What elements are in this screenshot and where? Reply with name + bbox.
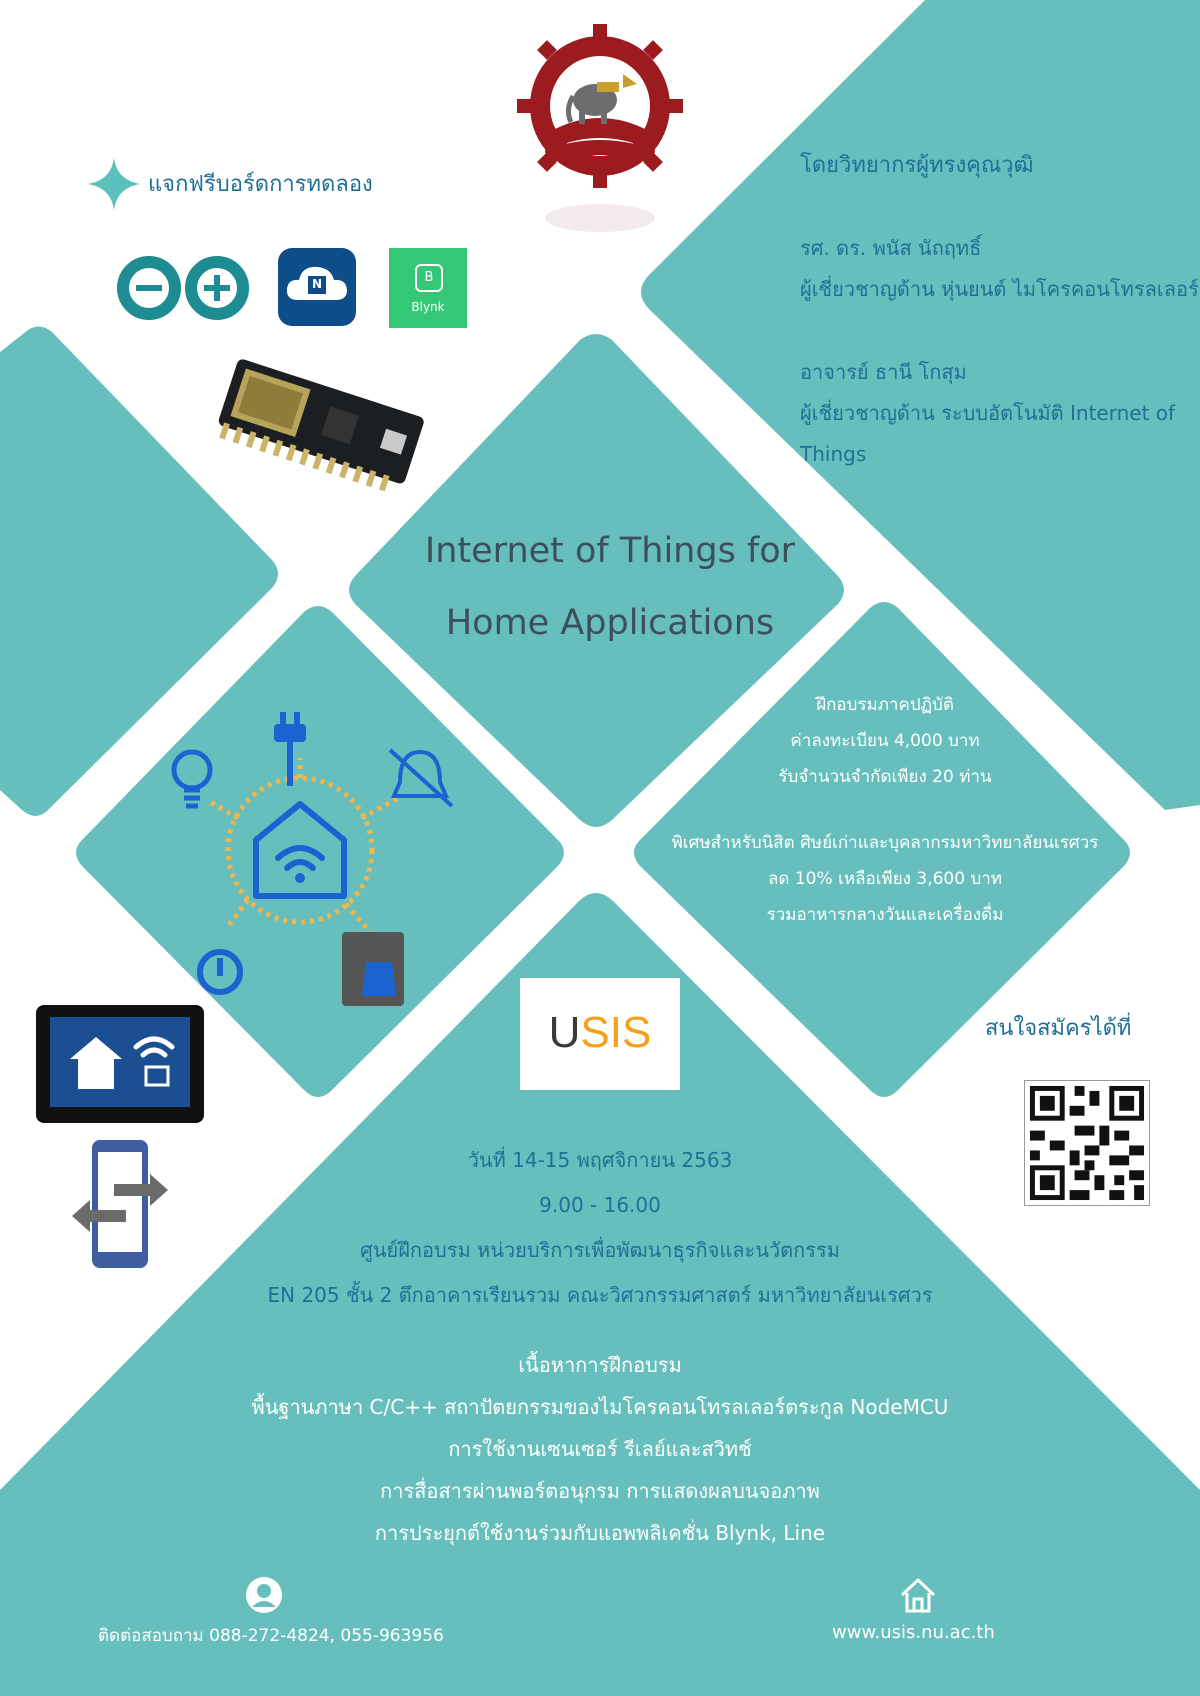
- nodemcu-board-image: [205, 352, 435, 492]
- sparkle-icon: [86, 156, 142, 212]
- nodemcu-app-icon: [278, 248, 356, 326]
- faculty-logo: [515, 18, 685, 248]
- speaker-2-role-line1: ผู้เชี่ยวชาญด้าน ระบบอัตโนมัติ Internet of: [800, 401, 1176, 425]
- arduino-logo-icon: [113, 248, 253, 328]
- event-venue-2: EN 205 ชั้น 2 ตึกอาคารเรียนรวม คณะวิศวกรรมศาสตร์ มหาวิทยาลัยนเรศวร: [267, 1283, 933, 1307]
- lightbulb-icon: [174, 752, 210, 806]
- content-heading: เนื้อหาการฝึกอบรม: [518, 1353, 682, 1377]
- event-title-line1: Internet of Things for: [424, 531, 796, 571]
- training-practical: ฝึกอบรมภาคปฏิบัติ: [816, 695, 954, 715]
- training-discount: ลด 10% เหลือเพียง 3,600 บาท: [768, 869, 1002, 889]
- blynk-letter-box: [415, 264, 443, 292]
- website-link[interactable]: www.usis.nu.ac.th: [832, 1622, 995, 1643]
- home-icon: [50, 1017, 190, 1107]
- event-title-line2: Home Applications: [445, 603, 775, 643]
- contact-person-icon: [244, 1575, 284, 1615]
- coffee-machine-icon: [342, 932, 404, 1006]
- training-lunch: รวมอาหารกลางวันและเครื่องดื่ม: [766, 905, 1004, 925]
- usis-power-letter: U: [548, 1008, 581, 1057]
- lock-icon: [200, 952, 240, 992]
- qr-code-graphic: [1025, 1081, 1149, 1205]
- usis-logo-text: [520, 1008, 680, 1058]
- event-title: [360, 515, 860, 659]
- speaker-2-name: อาจารย์ ธานี โกสุม: [800, 360, 967, 384]
- event-venue-1: ศูนย์ฝึกอบรม หน่วยบริการเพื่อพัฒนาธุรกิจและนวัตกรรม: [360, 1238, 840, 1262]
- speakers-section: [800, 145, 1199, 475]
- tablet-icon: [36, 1005, 204, 1123]
- training-info: [650, 687, 1120, 933]
- content-item: พื้นฐานภาษา C/C++ สถาปัตยกรรมของไมโครคอนโทรลเลอร์ตระกูล NodeMCU: [251, 1395, 949, 1419]
- usis-logo: [520, 978, 680, 1090]
- course-content: [160, 1344, 1040, 1554]
- content-item: การสื่อสารผ่านพอร์ตอนุกรม การแสดงผลบนจอภาพ: [380, 1479, 820, 1503]
- blynk-app-icon: [389, 248, 467, 328]
- content-item: การประยุกต์ใช้งานร่วมกับแอพพลิเคชั่น Blynk, Line: [374, 1521, 826, 1545]
- blynk-letter: B: [424, 270, 434, 285]
- free-board-label: แจกฟรีบอร์ดการทดลอง: [148, 172, 373, 197]
- event-date: วันที่ 14-15 พฤศจิกายน 2563: [467, 1148, 733, 1172]
- speakers-heading: โดยวิทยากรผู้ทรงคุณวุฒิ: [800, 153, 1034, 178]
- training-special: พิเศษสำหรับนิสิต ศิษย์เก่าและบุคลากรมหาวิทยาลัยนเรศวร: [671, 833, 1099, 853]
- speaker-2-role-line2: Things: [800, 442, 867, 466]
- training-limit: รับจำนวนจำกัดเพียง 20 ท่าน: [778, 767, 992, 787]
- training-fee: ค่าลงทะเบียน 4,000 บาท: [790, 731, 980, 751]
- contact-phone[interactable]: ติดต่อสอบถาม 088-272-4824, 055-963956: [98, 1626, 444, 1646]
- event-time: 9.00 - 16.00: [539, 1193, 661, 1217]
- event-details: [160, 1138, 1040, 1318]
- nodemcu-letter: N: [311, 277, 323, 291]
- speaker-1-role: ผู้เชี่ยวชาญด้าน หุ่นยนต์ ไมโครคอนโทรลเลอร์: [800, 277, 1199, 301]
- smart-home-illustration: [170, 700, 470, 1020]
- bell-icon: [390, 750, 452, 806]
- register-label: สนใจสมัครได้ที่: [985, 1016, 1132, 1041]
- usis-sis: SIS: [580, 1008, 652, 1057]
- blynk-label: Blynk: [411, 300, 445, 314]
- faculty-logo-graphic: [515, 18, 685, 248]
- phone-transfer-icon: [70, 1140, 170, 1270]
- content-item: การใช้งานเซนเซอร์ รีเลย์และสวิทช์: [448, 1437, 752, 1461]
- qr-code[interactable]: [1024, 1080, 1150, 1206]
- website-home-icon: [898, 1575, 938, 1615]
- speaker-1-name: รศ. ดร. พนัส นัถฤทธิ์: [800, 236, 982, 260]
